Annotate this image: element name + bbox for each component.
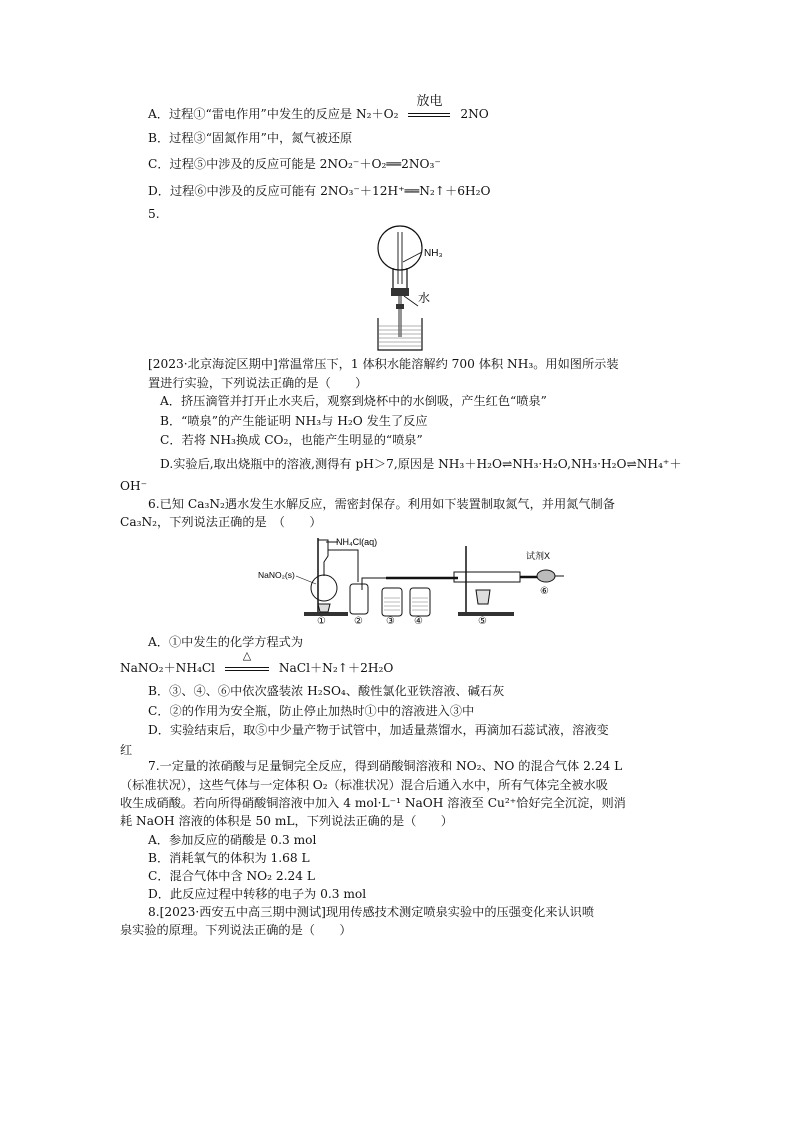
q6-option-d-line-1: D．实验结束后，取⑤中少量产物于试管中，加适量蒸馏水，再滴加石蕊试液，溶液变 xyxy=(148,723,609,737)
q6-label-nano2: NaNO₂(s) xyxy=(258,570,295,580)
q5-option-b: B．“喷泉”的产生能证明 NH₃与 H₂O 发生了反应 xyxy=(160,414,428,428)
q5-label-nh3: NH₃ xyxy=(424,248,443,259)
q5-option-d-line-2: OH⁻ xyxy=(120,479,148,493)
q6-label-3: ③ xyxy=(386,616,395,626)
q6-equation-right: NaCl＋N₂↑＋2H₂O xyxy=(278,661,394,675)
q4-option-a-text: A．过程①“雷电作用”中发生的反应是 N₂＋O₂ xyxy=(148,107,399,121)
q6-option-a-equation xyxy=(120,649,394,676)
q6-label-6: ⑥ xyxy=(540,586,549,597)
q6-label-1: ① xyxy=(317,616,326,626)
q7-stem-line-2: （标准状况），这些气体与一定体积 O₂（标准状况）混合后通入水中，所有气体完全被水吸 xyxy=(120,778,608,792)
q6-option-b: B．③、④、⑥中依次盛装浓 H₂SO₄、酸性氯化亚铁溶液、碱石灰 xyxy=(148,684,505,698)
q6-stem-line-2: Ca₃N₂，下列说法正确的是 （ ） xyxy=(120,515,322,529)
q5-number: 5. xyxy=(148,207,160,221)
q5-option-a: A．挤压滴管并打开止水夹后，观察到烧杯中的水倒吸，产生红色“喷泉” xyxy=(160,394,547,408)
q4-option-c: C．过程⑤中涉及的反应可能是 2NO₂⁻＋O₂══2NO₃⁻ xyxy=(148,157,441,171)
q7-option-d: D．此反应过程中转移的电子为 0.3 mol xyxy=(148,887,367,901)
q8-stem-line-2: 泉实验的原理。下列说法正确的是（ ） xyxy=(120,923,352,937)
q5-option-c: C．若将 NH₃换成 CO₂，也能产生明显的“喷泉” xyxy=(160,433,423,447)
q7-option-c: C．混合气体中含 NO₂ 2.24 L xyxy=(148,869,316,883)
q7-stem-line-4: 耗 NaOH 溶液的体积是 50 mL，下列说法正确的是（ ） xyxy=(120,814,453,828)
q5-stem-line-2: 置进行实验，下列说法正确的是（ ） xyxy=(148,376,368,390)
q6-label-reagent-x: 试剂X xyxy=(526,551,551,561)
q5-option-d-line-1: D.实验后,取出烧瓶中的溶液,测得有 pH＞7,原因是 NH₃＋H₂O⇌NH₃·H₂O,NH₃·H₂O⇌NH₄⁺＋ xyxy=(160,457,682,471)
q4-option-a xyxy=(148,94,489,122)
q6-label-4: ④ xyxy=(414,616,423,626)
q7-option-b: B．消耗氧气的体积为 1.68 L xyxy=(148,851,310,865)
q6-label-2: ② xyxy=(354,616,363,626)
q6-equation-left: NaNO₂＋NH₄Cl xyxy=(120,661,216,675)
q7-option-a: A．参加反应的硝酸是 0.3 mol xyxy=(148,833,317,847)
q4-option-a-product: 2NO xyxy=(460,107,489,121)
q5-label-water: 水 xyxy=(418,291,431,305)
q4-option-b: B．过程③“固氮作用”中，氮气被还原 xyxy=(148,131,353,145)
q8-stem-line-1: 8.[2023·西安五中高三期中测试]现用传感技术测定喷泉实验中的压强变化来认识喷 xyxy=(148,905,595,919)
q6-label-5: ⑤ xyxy=(478,616,487,626)
q4-option-d: D．过程⑥中涉及的反应可能有 2NO₃⁻＋12H⁺══N₂↑＋6H₂O xyxy=(148,184,491,198)
q6-nitrogen-apparatus-figure xyxy=(258,532,568,626)
q6-label-nh4cl: NH₄Cl(aq) xyxy=(336,537,378,547)
q5-fountain-apparatus-figure xyxy=(360,222,470,352)
q6-option-d-line-2: 红 xyxy=(120,743,133,757)
q6-stem-line-1: 6.已知 Ca₃N₂遇水发生水解反应，需密封保存。利用如下装置制取氮气，并用氮气制备 xyxy=(148,497,615,511)
q5-stem-line-1: [2023·北京海淀区期中]常温常压下，1 体积水能溶解约 700 体积 NH₃。用如图所示装 xyxy=(148,357,619,371)
q6-option-c: C．②的作用为安全瓶，防止停止加热时①中的溶液进入③中 xyxy=(148,704,475,718)
q7-stem-line-1: 7.一定量的浓硝酸与足量铜完全反应，得到硝酸铜溶液和 NO₂、NO 的混合气体 2.24 L xyxy=(148,759,623,773)
q6-equation-condition: △ xyxy=(219,660,275,676)
q6-option-a: A．①中发生的化学方程式为 xyxy=(148,635,304,649)
q7-stem-line-3: 收生成硝酸。若向所得硝酸铜溶液中加入 4 mol·L⁻¹ NaOH 溶液至 Cu²⁺恰好完全沉淀，则消 xyxy=(120,796,626,810)
q4-option-a-condition: 放电 xyxy=(402,106,456,122)
